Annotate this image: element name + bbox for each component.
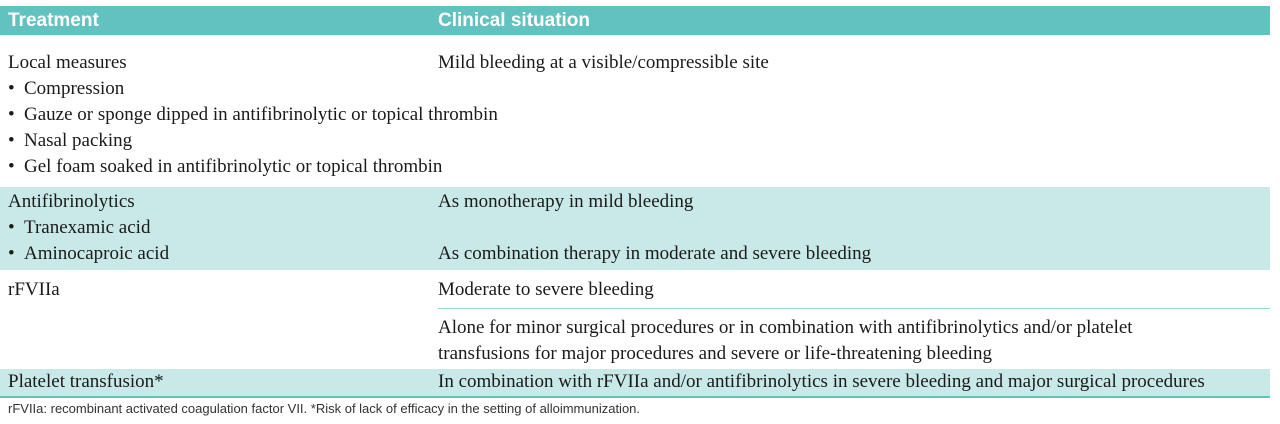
clinical-situation: In combination with rFVIIa and/or antifibrinolytics in severe bleeding and major surgical procedures <box>438 371 1205 392</box>
header-treatment: Treatment <box>8 10 99 31</box>
table-row <box>0 187 1270 270</box>
list-item: • Compression <box>8 78 125 99</box>
table-bottom-rule <box>0 396 1270 398</box>
list-item: • Aminocaproic acid <box>8 243 170 264</box>
table-row <box>0 270 1270 369</box>
list-item: • Gel foam soaked in antifibrinolytic or topical thrombin <box>8 156 443 177</box>
table-header <box>0 6 1270 35</box>
treatment-name: rFVIIa <box>8 279 60 300</box>
header-clinical-situation: Clinical situation <box>438 10 591 31</box>
clinical-situation: Alone for minor surgical procedures or in combination with antifibrinolytics and/or platelet <box>438 317 1133 338</box>
clinical-situation: As combination therapy in moderate and severe bleeding <box>438 243 872 264</box>
clinical-situation: Moderate to severe bleeding <box>438 279 654 300</box>
row-divider <box>438 308 1270 309</box>
treatment-name: Antifibrinolytics <box>8 191 135 212</box>
treatment-name: Platelet transfusion* <box>8 371 164 392</box>
clinical-situation: As monotherapy in mild bleeding <box>438 191 694 212</box>
list-item: • Tranexamic acid <box>8 217 151 238</box>
clinical-situation: Mild bleeding at a visible/compressible site <box>438 52 769 73</box>
table-row <box>0 369 1270 396</box>
list-item: • Nasal packing <box>8 130 133 151</box>
table-row <box>0 35 1270 187</box>
list-item: • Gauze or sponge dipped in antifibrinolytic or topical thrombin <box>8 104 498 125</box>
treatment-name: Local measures <box>8 52 127 73</box>
clinical-situation: transfusions for major procedures and severe or life-threatening bleeding <box>438 343 992 364</box>
footnote: rFVIIa: recombinant activated coagulation factor VII. *Risk of lack of efficacy in the setting of alloimmunization. <box>8 401 641 416</box>
